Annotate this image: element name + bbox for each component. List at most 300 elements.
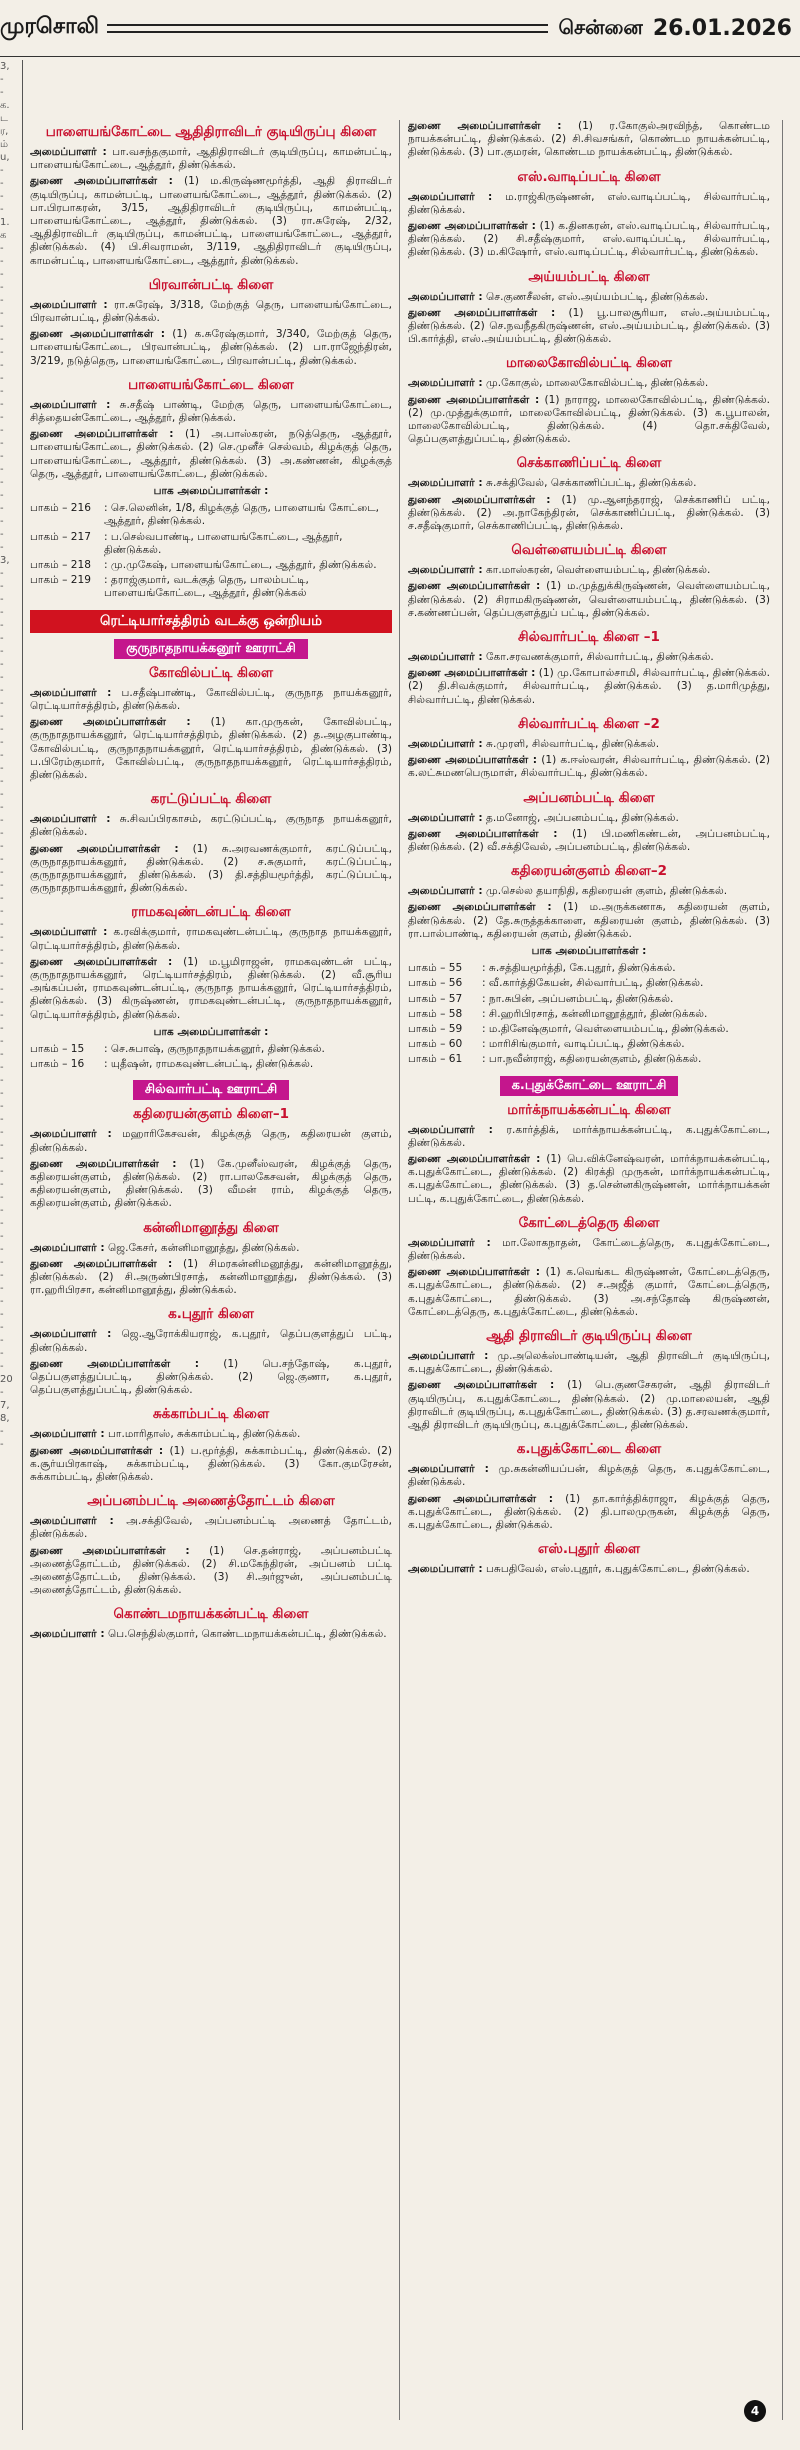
- deputies-label: துணை அமைப்பாளர்கள் :: [408, 1492, 553, 1505]
- left-fragment: -: [0, 347, 4, 358]
- left-fragment: -: [0, 1231, 4, 1242]
- deputies-names: (1) ம.கிருஷ்ணமூர்த்தி, ஆதி திராவிடர் குடியிருப்பு, காமன்பட்டி, பாளையங்கோட்டை, ஆத்தூர், திண்டுக்கல். (2) பா.பிரபாகரன், 3/15, ஆதிதிராவிடர் குடியிருப்பு, காமன்பட்டி, பாளையங்கோட்டை, ஆத்தூர், திண்டுக்கல். (3) ரா.சுரேஷ், 2/32, ஆதிதிராவிடர் குடியிருப்பு, காமன்பட்டி, பாளையங்கோட்டை, ஆத்தூர், திண்டுக்கல். (4) பி.சிவராமன், 3/119, ஆதிதிராவிடர் குடியிருப்பு, காமன்பட்டி, பாளையங்கோட்டை, ஆத்தூர், திண்டுக்கல்.: [30, 175, 392, 267]
- left-fragment: -: [0, 1101, 4, 1112]
- booth-number: பாகம் – 60: [408, 1038, 463, 1051]
- branch-section: [408, 120, 770, 160]
- branch-title: கோவில்பட்டி கிளை: [148, 664, 274, 681]
- page-top-rule: [0, 56, 800, 57]
- left-fragment: -: [0, 633, 4, 644]
- leader-entry: [30, 1328, 392, 1354]
- deputies-entry: [30, 1545, 392, 1598]
- leader-entry: [408, 377, 770, 390]
- deputies-entry: [408, 1493, 770, 1533]
- left-fragment: -: [0, 373, 4, 384]
- deputies-names: (1) பெ.சந்தோஷ், க.புதூர், தெப்பகுளத்துப்பட்டி, திண்டுக்கல். (2) ஜெ.குணா, க.புதூர், தெப்பகுளத்துப்பட்டி, திண்டுக்கல்.: [30, 1357, 392, 1397]
- deputies-names: (1) தா.கார்த்திக்ராஜா, கிழக்குத் தெரு, க.புதுக்கோட்டை, திண்டுக்கல். (2) தி.பாலமுருகன், கிழக்குத் தெரு, க.புதுக்கோட்டை, திண்டுக்கல்.: [408, 1492, 770, 1532]
- deputies-label: துணை அமைப்பாளர்கள் :: [408, 1266, 540, 1279]
- left-fragment: க: [0, 230, 7, 241]
- left-fragment: -: [0, 204, 4, 215]
- left-fragment: -: [0, 841, 4, 852]
- left-fragment: -: [0, 789, 4, 800]
- branch-section: [408, 1441, 770, 1532]
- left-fragment: -: [0, 256, 4, 267]
- left-fragment: -: [0, 1426, 4, 1437]
- edition-city: சென்னை: [558, 14, 643, 39]
- left-fragment: ட: [0, 113, 8, 124]
- left-fragment: -: [0, 269, 4, 280]
- leader-label: அமைப்பாளர் :: [30, 1628, 105, 1641]
- deputies-names: (1) க.தினகரன், எஸ்.வாடிப்பட்டி, சில்வார்பட்டி, திண்டுக்கல். (2) சி.சதீஷ்குமார், எஸ்.வாடிப்பட்டி, சில்வார்பட்டி, திண்டுக்கல். (3) ம.கிஷோர், எஸ்.வாடிப்பட்டி, சில்வார்பட்டி, திண்டுக்கல்.: [408, 220, 770, 259]
- branch-title: கொண்டமநாயக்கன்பட்டி கிளை: [113, 1606, 309, 1623]
- booth-row: [408, 1023, 770, 1036]
- left-fragment: -: [0, 1361, 4, 1372]
- right-margin-rule: [782, 120, 783, 2420]
- deputies-names: (1) ம.முத்துக்கிருஷ்ணன், வெள்ளையம்பட்டி, திண்டுக்கல். (2) சிராமகிருஷ்ணன், வெள்ளையம்பட்டி, திண்டுக்கல். (3) ச.கண்ணப்பன், தெப்பகுளத்துப் பட்டி, திண்டுக்கல்.: [408, 580, 770, 619]
- left-fragment: 3,: [0, 555, 10, 566]
- booth-number: பாகம் – 55: [408, 962, 463, 975]
- edition-date: 26.01.2026: [652, 15, 792, 41]
- branch-title: வெள்ளையம்பட்டி கிளை: [511, 542, 667, 559]
- branch-section: [30, 791, 392, 895]
- left-fragment: -: [0, 334, 4, 345]
- deputies-entry: [408, 580, 770, 620]
- branch-section: [408, 1328, 770, 1432]
- leader-label: அமைப்பாளர் :: [30, 1328, 112, 1341]
- branch-title: அப்பனம்பட்டி அணைத்தோட்டம் கிளை: [87, 1493, 335, 1510]
- deputies-names: (1) பூ.பாலசூரியா, எஸ்.அய்யம்பட்டி, திண்டுக்கல். (2) செ.நவநீதகிருஷ்ணன், எஸ்.அய்யம்பட்டி, திண்டுக்கல். (3) பி.கார்த்தி, எஸ்.அய்யம்பட்டி, திண்டுக்கல்.: [408, 306, 770, 346]
- leader-entry: [30, 1515, 392, 1541]
- deputies-entry: [408, 494, 770, 534]
- deputies-label: துணை அமைப்பாளர்கள் :: [408, 393, 540, 406]
- booth-person: : ம.தினேஷ்குமார், வெள்ளையம்பட்டி, திண்டுக்கல்.: [482, 1022, 729, 1035]
- cut-off-left-column: [0, 60, 23, 2430]
- deputies-label: துணை அமைப்பாளர்கள் :: [408, 220, 536, 233]
- deputies-names: (1) செ.தன்ராஜ், அப்பனம்பட்டி அணைத்தோட்டம், திண்டுக்கல். (2) சி.மகேந்திரன், அப்பனம் பட்டி அணைத்தோட்டம், திண்டுக்கல். (3) சி.அர்ஜுன், அப்பனம்பட்டி அணைத்தோட்டம், திண்டுக்கல்.: [30, 1544, 392, 1597]
- left-fragment: -: [0, 516, 4, 527]
- left-fragment: -: [0, 802, 4, 813]
- deputies-names: (1) கே.முனீஸ்வரன், கிழக்குத் தெரு, கதிரையன்குளம், திண்டுக்கல். (2) ரா.பாலகேசவன், கிழக்குத் தெரு, கதிரையன்குளம், திண்டுக்கல். (3) வீமன் ராம், கிழக்குத் தெரு, கதிரையன்குளம், திண்டுக்கல்.: [30, 1157, 392, 1210]
- deputies-label: துணை அமைப்பாளர்கள் :: [408, 120, 562, 132]
- left-fragment: -: [0, 984, 4, 995]
- left-fragment: -: [0, 503, 4, 514]
- left-fragment: -: [0, 945, 4, 956]
- booth-person: : மாரிசிங்குமார், வாடிப்பட்டி, திண்டுக்கல்.: [482, 1038, 685, 1051]
- left-fragment: -: [0, 620, 4, 631]
- branch-title: பாளையங்கோட்டை ஆதிதிராவிடர் குடியிருப்பு கிளை: [45, 124, 377, 140]
- left-fragment: -: [0, 711, 4, 722]
- branch-title: மாலைகோவில்பட்டி கிளை: [506, 355, 672, 372]
- booth-person: : மு.முகேஷ், பாளையங்கோட்டை, ஆத்தூர், திண்டுக்கல்.: [104, 559, 377, 572]
- booth-row: [30, 1058, 392, 1071]
- leader-name: மு.செல்ல தயாநிதி, கதிரையன் குளம், திண்டுக்கல்.: [486, 885, 728, 898]
- left-fragment: -: [0, 360, 4, 371]
- leader-name: அ.சக்திவேல், அப்பனம்பட்டி அணைத் தோட்டம், திண்டுக்கல்.: [30, 1515, 392, 1541]
- left-fragment: -: [0, 165, 4, 176]
- left-fragment: -: [0, 659, 4, 670]
- deputies-entry: [30, 843, 392, 896]
- booth-row: [408, 1008, 770, 1021]
- left-fragment: -: [0, 750, 4, 761]
- deputies-names: (1) மு.ஆனந்தராஜ், செக்காணிப் பட்டி, திண்டுக்கல். (2) அ.நாகேந்திரன், செக்காணிப்பட்டி, திண்டுக்கல். (3) ச.சதீஷ்குமார், செக்காணிப்பட்டி, திண்டுக்கல்.: [408, 493, 770, 533]
- branch-section: [30, 904, 392, 1071]
- leader-label: அமைப்பாளர் :: [30, 1428, 105, 1441]
- leader-entry: [30, 146, 392, 172]
- left-fragment: -: [0, 568, 4, 579]
- leader-entry: [408, 191, 770, 217]
- left-fragment: -: [0, 542, 4, 553]
- branch-section: [408, 355, 770, 446]
- left-fragment: -: [0, 1023, 4, 1034]
- leader-entry: [408, 291, 770, 304]
- deputies-label: துணை அமைப்பாளர்கள் :: [30, 1157, 177, 1170]
- branch-title: சில்வார்பட்டி கிளை –2: [518, 715, 660, 732]
- deputies-entry: [30, 716, 392, 782]
- leader-entry: [30, 1628, 392, 1641]
- branch-section: [408, 455, 770, 533]
- leader-name: த.மனோஜ், அப்பனம்பட்டி, திண்டுக்கல்.: [486, 811, 679, 824]
- left-fragment: -: [0, 737, 4, 748]
- left-fragment: -: [0, 880, 4, 891]
- leader-label: அமைப்பாளர் :: [408, 1236, 491, 1249]
- deputies-entry: [408, 220, 770, 260]
- branch-title: ராமகவுண்டன்பட்டி கிளை: [131, 904, 291, 921]
- left-fragment: -: [0, 243, 4, 254]
- left-fragment: -: [0, 867, 4, 878]
- deputies-names: (1) க.சுரேஷ்குமார், 3/340, மேற்குத் தெரு, பாளையங்கோட்டை, பிரவான்பட்டி, திண்டுக்கல். (2) பா.ராஜேந்திரன், 3/219, நடுத்தெரு, பாளையங்கோட்டை, பிரவான்பட்டி, திண்டுக்கல்.: [30, 328, 392, 367]
- leader-name: மு.கோகுல், மாலைகோவில்பட்டி, திண்டுக்கல்.: [486, 377, 709, 390]
- left-fragment: -: [0, 997, 4, 1008]
- deputies-label: துணை அமைப்பாளர்கள் :: [30, 955, 173, 968]
- branch-section: [408, 1102, 770, 1206]
- branch-section: [30, 1306, 392, 1397]
- deputies-label: துணை அமைப்பாளர்கள் :: [30, 175, 173, 188]
- branch-section: [408, 1541, 770, 1576]
- deputies-entry: [30, 956, 392, 1022]
- leader-entry: [408, 651, 770, 664]
- left-fragment: -: [0, 321, 4, 332]
- left-fragment: -: [0, 906, 4, 917]
- left-fragment: ர,: [0, 126, 9, 137]
- article-column-right: [408, 120, 770, 2410]
- left-fragment: -: [0, 1010, 4, 1021]
- booth-person: : ப.செல்வபாண்டி, பாளையங்கோட்டை, ஆத்தூர், திண்டுக்கல்.: [104, 530, 343, 556]
- deputies-entry: [408, 667, 770, 707]
- deputies-names: (1) ர.கோகுல்அரவிந்த், கொண்டம நாயக்கன்பட்டி, திண்டுக்கல். (2) சி.சிவசங்கர், கொண்டம நாயக்கன்பட்டி, திண்டுக்கல். (3) பா.குமரன், கொண்டம நாயக்கன்பட்டி, திண்டுக்கல்.: [408, 120, 770, 159]
- leader-name: மா.லோகநாதன், கோட்டைத்தெரு, க.புதுக்கோட்டை, திண்டுக்கல்.: [408, 1236, 770, 1262]
- branch-title: எஸ்.புதூர் கிளை: [537, 1541, 641, 1558]
- deputies-label: துணை அமைப்பாளர்கள் :: [408, 754, 538, 767]
- deputies-entry: [30, 428, 392, 481]
- left-fragment: -: [0, 477, 4, 488]
- leader-name: சு.சக்திவேல், செக்காணிப்பட்டி, திண்டுக்கல்.: [486, 477, 697, 490]
- deputies-names: (1) பெ.விக்னேஷ்வரன், மார்க்நாயக்கன்பட்டி, க.புதுக்கோட்டை, திண்டுக்கல். (2) கிரக்தி முருகன், மார்க்நாயக்கன்பட்டி, க.புதுக்கோட்டை, திண்டுக்கல். (3) த.சென்னகிருஷ்ணன், மார்க்நாயக்கன் பட்டி, க.புதுக்கோட்டை, திண்டுக்கல்.: [408, 1152, 770, 1205]
- leader-label: அமைப்பாளர் :: [30, 926, 108, 939]
- left-fragment: u,: [0, 152, 10, 163]
- deputies-label: துணை அமைப்பாளர்கள் :: [30, 1357, 199, 1370]
- deputies-names: (1) க.வெங்கட கிருஷ்ணன், கோட்டைத்தெரு, க.புதுக்கோட்டை, திண்டுக்கல். (2) ச.அஜீத் குமார், கோட்டைத்தெரு, க.புதுக்கோட்டை, திண்டுக்கல். (3) அ.சந்தோஷ் கிருஷ்ணன், கோட்டைத்தெரு, க.புதுக்கோட்டை, திண்டுக்கல்.: [408, 1266, 770, 1318]
- branch-section: [408, 169, 770, 260]
- booth-row: [30, 1043, 392, 1056]
- left-fragment: -: [0, 828, 4, 839]
- left-fragment: -: [0, 685, 4, 696]
- deputies-names: (1) ம.பூமிராஜன், ராமகவுண்டன் பட்டி, குருநாதநாயக்கனூர், ரெட்டியார்சத்திரம், திண்டுக்கல். (2) வீ.சூரிய அங்கப்பன், ராமகவுண்டன்பட்டி, குருநாத நாயக்கனூர், ரெட்டியார்சத்திரம், திண்டுக்கல். (3) கிருஷ்ணன், ராமகவுண்டன்பட்டி, குருநாதநாயக்கனூர், ரெட்டியார்சத்திரம், திண்டுக்கல்.: [30, 955, 392, 1021]
- left-fragment: -: [0, 1153, 4, 1164]
- branch-title: கரட்டுப்பட்டி கிளை: [150, 791, 272, 808]
- deputies-names: (1) பி.மணிகண்டன், அப்பனம்பட்டி, திண்டுக்கல். (2) வீ.சக்திவேல், அப்பனம்பட்டி, திண்டுக்கல்.: [408, 827, 770, 853]
- booth-person: : செ.சுபாஷ், குருநாதநாயக்கனூர், திண்டுக்கல்.: [104, 1042, 325, 1055]
- booth-number: பாகம் – 218: [30, 559, 91, 572]
- deputies-label: துணை அமைப்பாளர்கள் :: [408, 1152, 541, 1165]
- left-fragment: -: [0, 932, 4, 943]
- deputies-entry: [408, 1266, 770, 1319]
- leader-label: அமைப்பாளர் :: [408, 1463, 489, 1476]
- deputies-names: (1) மு.கோபால்சாமி, சில்வார்பட்டி, திண்டுக்கல். (2) தி.சிவக்குமார், சில்வார்பட்டி, திண்டுக்கல். (3) த.மாரிமுத்து, சில்வார்பட்டி, திண்டுக்கல்.: [408, 667, 770, 706]
- left-fragment: -: [0, 1114, 4, 1125]
- leader-label: அமைப்பாளர் :: [408, 737, 483, 750]
- left-fragment: -: [0, 1036, 4, 1047]
- deputies-names: (1) கா.முருகன், கோவில்பட்டி, குருநாதநாயக்கனூர், ரெட்டியார்சத்திரம், திண்டுக்கல். (2) த.அழகுபாண்டி, கோவில்பட்டி, குருநாதநாயக்கனூர், ரெட்டியார்சத்திரம், திண்டுக்கல். (3) ப.பிரேம்குமார், கோவில்பட்டி, குருநாதநாயக்கனூர், ரெட்டியார்சத்திரம், திண்டுக்கல்.: [30, 716, 392, 781]
- deputies-label: துணை அமைப்பாளர்கள் :: [408, 1379, 555, 1392]
- left-fragment: -: [0, 1244, 4, 1255]
- leader-label: அமைப்பாளர் :: [408, 190, 493, 203]
- leader-label: அமைப்பாளர் :: [408, 564, 483, 577]
- branch-title: கன்னிமானூத்து கிளை: [143, 1219, 279, 1236]
- leader-label: அமைப்பாளர் :: [408, 651, 483, 664]
- left-fragment: -: [0, 1270, 4, 1281]
- deputies-label: துணை அமைப்பாளர்கள் :: [30, 716, 191, 729]
- left-fragment: -: [0, 1439, 4, 1450]
- branch-title: கதிரையன்குளம் கிளை–2: [511, 863, 667, 880]
- leader-label: அமைப்பாளர் :: [408, 377, 483, 390]
- booth-person: : சு.சத்தியமூர்த்தி, கே.புதூர், திண்டுக்கல்.: [482, 962, 676, 975]
- deputies-names: (1) ம.அருக்கணாசு, கதிரையன் குளம், திண்டுக்கல். (2) தே.சுருத்தக்காளை, கதிரையன் குளம், திண்டுக்கல். (3) ரா.பால்பாண்டி, கதிரையன் குளம், திண்டுக்கல்.: [408, 901, 770, 940]
- left-fragment: -: [0, 581, 4, 592]
- leader-label: அமைப்பாளர் :: [30, 686, 112, 699]
- branch-title: பாளையங்கோட்டை கிளை: [128, 376, 294, 393]
- deputies-names: (1) நாராஜ, மாலைகோவில்பட்டி, திண்டுக்கல். (2) மு.முத்துக்குமார், மாலைகோவில்பட்டி, திண்டுக்கல். (3) க.பூபாலன், மாலைகோவில்பட்டி, திண்டுக்கல். (4) தொ.சக்திவேல், தெப்பகுளத்துப்பட்டி, திண்டுக்கல்.: [408, 393, 770, 446]
- booth-row: [30, 502, 392, 528]
- branch-section: [30, 1220, 392, 1298]
- deputies-names: (1) சிமரகன்னிமனூத்து, கன்னிமானூத்து, திண்டுக்கல். (2) சி.அருண்பிரசாத், கன்னிமானூத்து, திண்டுக்கல். (3) ரா.ஹரிபிரசா, கன்னிமானூத்து, திண்டுக்கல்.: [30, 1257, 392, 1297]
- leader-entry: [30, 299, 392, 325]
- branch-title: செக்காணிப்பட்டி கிளை: [516, 455, 662, 472]
- left-fragment: -: [0, 438, 4, 449]
- leader-label: அமைப்பாளர் :: [30, 298, 108, 311]
- booth-number: பாகம் – 217: [30, 530, 91, 543]
- branch-section: [408, 629, 770, 707]
- leader-name: ம.ராஜ்கிருஷ்ணன், எஸ்.வாடிப்பட்டி, சில்வார்பட்டி, திண்டுக்கல்.: [408, 190, 770, 216]
- left-fragment: -: [0, 919, 4, 930]
- left-fragment: -: [0, 776, 4, 787]
- leader-entry: [30, 1128, 392, 1154]
- left-fragment: -: [0, 308, 4, 319]
- left-fragment: -: [0, 1322, 4, 1333]
- left-fragment: 1.: [0, 217, 10, 228]
- deputies-label: துணை அமைப்பாளர்கள் :: [30, 428, 174, 441]
- left-fragment: -: [0, 412, 4, 423]
- branch-section: [30, 124, 392, 268]
- leader-name: கோ.சரவணக்குமார், சில்வார்பட்டி, திண்டுக்கல்.: [486, 651, 714, 664]
- branch-title: சுக்காம்பட்டி கிளை: [152, 1406, 270, 1423]
- leader-name: க.ரவிக்குமார், ராமகவுண்டன்பட்டி, குருநாத நாயக்கனூர், ரெட்டியார்சத்திரம், திண்டுக்கல்.: [30, 926, 392, 952]
- newspaper-name: முரசொலி: [0, 14, 99, 39]
- deputies-entry: [30, 1445, 392, 1485]
- left-fragment: -: [0, 282, 4, 293]
- left-fragment: 7,: [0, 1400, 10, 1411]
- left-fragment: -: [0, 295, 4, 306]
- leader-entry: [408, 564, 770, 577]
- left-fragment: -: [0, 1348, 4, 1359]
- booth-number: பாகம் – 58: [408, 1007, 463, 1020]
- left-fragment: 8,: [0, 1413, 10, 1424]
- deputies-entry: [30, 1158, 392, 1211]
- leader-name: பசுபதிவேல், எஸ்.புதூர், க.புதுக்கோட்டை, திண்டுக்கல்.: [486, 1563, 750, 1576]
- deputies-names: (1) பெ.குணசேகரன், ஆதி திராவிடர் குடியிருப்பு, க.புதுக்கோட்டை, திண்டுக்கல். (2) மு.மாலையன், ஆதி திராவிடர் குடியிருப்பு, க.புதுக்கோட்டை, திண்டுக்கல். (3) த.சரவணக்குமார், ஆதி திராவிடர் குடியிருப்பு, க.புதுக்கோட்டை, திண்டுக்கல்.: [408, 1379, 770, 1431]
- left-fragment: 3,: [0, 61, 10, 72]
- branch-section: [30, 377, 392, 601]
- leader-name: ஜெ.ஆரோக்கியராஜ், க.புதூர், தெப்பகுளத்துப் பட்டி, திண்டுக்கல்.: [30, 1328, 392, 1354]
- left-fragment: -: [0, 646, 4, 657]
- leader-name: ரா.சுரேஷ், 3/318, மேற்குத் தெரு, பாளையங்கோட்டை, பிரவான்பட்டி, திண்டுக்கல்.: [30, 298, 392, 325]
- deputies-entry: [30, 328, 392, 368]
- branch-section: [408, 269, 770, 347]
- left-fragment: -: [0, 1140, 4, 1151]
- left-fragment: -: [0, 763, 4, 774]
- branch-section: [408, 863, 770, 1066]
- leader-label: அமைப்பாளர் :: [30, 398, 111, 411]
- left-fragment: -: [0, 958, 4, 969]
- booth-row: [408, 1038, 770, 1051]
- left-fragment: -: [0, 1049, 4, 1060]
- deputies-names: (1) க.ஈஸ்வரன், சில்வார்பட்டி, திண்டுக்கல். (2) க.லட்சுமணபெருமாள், சில்வார்பட்டி, திண்டுக்கல்.: [408, 754, 770, 780]
- left-fragment: -: [0, 74, 4, 85]
- leader-label: அமைப்பாளர் :: [408, 811, 483, 824]
- deputies-label: துணை அமைப்பாளர்கள் :: [408, 827, 558, 840]
- left-fragment: -: [0, 529, 4, 540]
- leader-name: கா.மாஸ்கரன், வெள்ளையம்பட்டி, திண்டுக்கல்.: [486, 564, 711, 577]
- leader-label: அமைப்பாளர் :: [30, 1515, 114, 1528]
- leader-label: அமைப்பாளர் :: [408, 1349, 489, 1362]
- left-fragment: -: [0, 191, 4, 202]
- booth-row: [408, 1053, 770, 1066]
- leader-name: ஜெ.கேசர், கன்னிமானூத்து, திண்டுக்கல்.: [108, 1241, 300, 1254]
- branch-title: மார்க்நாயக்கன்பட்டி கிளை: [507, 1101, 671, 1118]
- left-fragment: -: [0, 1387, 4, 1398]
- leader-label: அமைப்பாளர் :: [408, 1563, 483, 1576]
- leader-entry: [408, 1124, 770, 1150]
- booth-row: [30, 531, 392, 557]
- left-fragment: -: [0, 1257, 4, 1268]
- branch-section: [30, 1606, 392, 1641]
- page-number: 4: [744, 2400, 766, 2422]
- deputies-label: துணை அமைப்பாளர்கள் :: [30, 328, 166, 341]
- deputies-label: துணை அமைப்பாளர்கள் :: [30, 1257, 173, 1270]
- leader-label: அமைப்பாளர் :: [30, 1128, 112, 1141]
- leader-entry: [30, 399, 392, 425]
- deputies-label: துணை அமைப்பாளர்கள் :: [408, 493, 551, 506]
- booth-number: பாகம் – 59: [408, 1022, 463, 1035]
- booth-number: பாகம் – 219: [30, 574, 91, 587]
- left-fragment: ம்: [0, 139, 9, 150]
- leader-name: ர.கார்த்திக், மார்க்நாயக்கன்பட்டி, க.புதுக்கோட்டை, திண்டுக்கல்.: [408, 1123, 770, 1149]
- leader-entry: [408, 1563, 770, 1576]
- booth-number: பாகம் – 57: [408, 992, 463, 1005]
- deputies-label: துணை அமைப்பாளர்கள் :: [30, 1444, 164, 1457]
- left-fragment: -: [0, 1088, 4, 1099]
- masthead-rule: [107, 24, 548, 33]
- leader-entry: [30, 1242, 392, 1255]
- booth-number: பாகம் – 15: [30, 1042, 85, 1055]
- left-fragment: -: [0, 1192, 4, 1203]
- leader-label: அமைப்பாளர் :: [408, 885, 483, 898]
- leader-entry: [408, 477, 770, 490]
- left-fragment: -: [0, 893, 4, 904]
- booth-heading: பாக அமைப்பாளர்கள் :: [153, 485, 269, 498]
- branch-title: எஸ்.வாடிப்பட்டி கிளை: [517, 168, 661, 185]
- left-fragment: -: [0, 386, 4, 397]
- left-fragment: -: [0, 815, 4, 826]
- leader-name: பா.வசந்தகுமார், ஆதிதிராவிடர் குடியிருப்பு, காமன்பட்டி, பாளையங்கோட்டை, ஆத்தூர், திண்டுக்கல்.: [30, 146, 392, 172]
- leader-entry: [408, 1350, 770, 1376]
- leader-label: அமைப்பாளர் :: [30, 813, 111, 826]
- branch-title: க.புதூர் கிளை: [168, 1306, 254, 1323]
- booth-number: பாகம் – 56: [408, 977, 463, 990]
- left-fragment: -: [0, 971, 4, 982]
- branch-section: [408, 542, 770, 620]
- leader-name: மஹாரிகேசவன், கிழக்குத் தெரு, கதிரையன் குளம், திண்டுக்கல்.: [30, 1128, 392, 1154]
- deputies-entry: [408, 901, 770, 941]
- left-fragment: -: [0, 425, 4, 436]
- deputies-names: (1) ப.மூர்த்தி, சுக்காம்பட்டி, திண்டுக்கல். (2) க.சூர்யபிரகாஷ், சுக்காம்பட்டி, திண்டுக்கல். (3) கோ.குமரேசன், சுக்காம்பட்டி, திண்டுக்கல்.: [30, 1444, 392, 1484]
- booth-person: : தராஜ்குமார், வடக்குத் தெரு, பாலம்பட்டி, பாளையங்கோட்டை, ஆத்தூர், திண்டுக்கல்: [104, 574, 309, 600]
- branch-section: [30, 1406, 392, 1484]
- leader-entry: [408, 1463, 770, 1489]
- left-fragment: -: [0, 1296, 4, 1307]
- booth-person: : நா.சுபின், அப்பனம்பட்டி, திண்டுக்கல்.: [482, 992, 674, 1005]
- leader-name: செ.குணசீலன், எஸ்.அய்யம்பட்டி, திண்டுக்கல்.: [486, 290, 709, 303]
- left-fragment: -: [0, 399, 4, 410]
- left-fragment: -: [0, 1335, 4, 1346]
- left-fragment: -: [0, 1179, 4, 1190]
- deputies-entry: [408, 394, 770, 447]
- left-fragment: -: [0, 464, 4, 475]
- branch-section: [30, 665, 392, 782]
- deputies-label: துணை அமைப்பாளர்கள் :: [408, 667, 536, 680]
- left-fragment: -: [0, 1075, 4, 1086]
- leader-entry: [30, 687, 392, 713]
- left-fragment: -: [0, 698, 4, 709]
- left-fragment: -: [0, 607, 4, 618]
- branch-section: [408, 1215, 770, 1319]
- leader-entry: [30, 813, 392, 839]
- branch-section: [408, 716, 770, 781]
- deputies-entry: [408, 828, 770, 854]
- deputies-entry: [30, 175, 392, 267]
- deputies-entry: [408, 120, 770, 160]
- leader-entry: [30, 926, 392, 952]
- left-fragment: -: [0, 1218, 4, 1229]
- left-fragment: -: [0, 1166, 4, 1177]
- deputies-label: துணை அமைப்பாளர்கள் :: [30, 1544, 190, 1557]
- booth-person: : யுதீஷன், ராமகவுண்டன்பட்டி, திண்டுக்கல்.: [104, 1058, 314, 1071]
- leader-label: அமைப்பாளர் :: [30, 1241, 105, 1254]
- left-fragment: -: [0, 178, 4, 189]
- left-fragment: -: [0, 672, 4, 683]
- deputies-label: துணை அமைப்பாளர்கள் :: [408, 580, 541, 593]
- leader-name: சு.சிவப்பிரகாசம், கரட்டுப்பட்டி, குருநாத நாயக்கனூர், திண்டுக்கல்.: [30, 813, 392, 839]
- branch-title: கதிரையன்குளம் கிளை–1: [133, 1106, 289, 1123]
- panchayat-label: க.புதுக்கோட்டை ஊராட்சி: [500, 1076, 679, 1096]
